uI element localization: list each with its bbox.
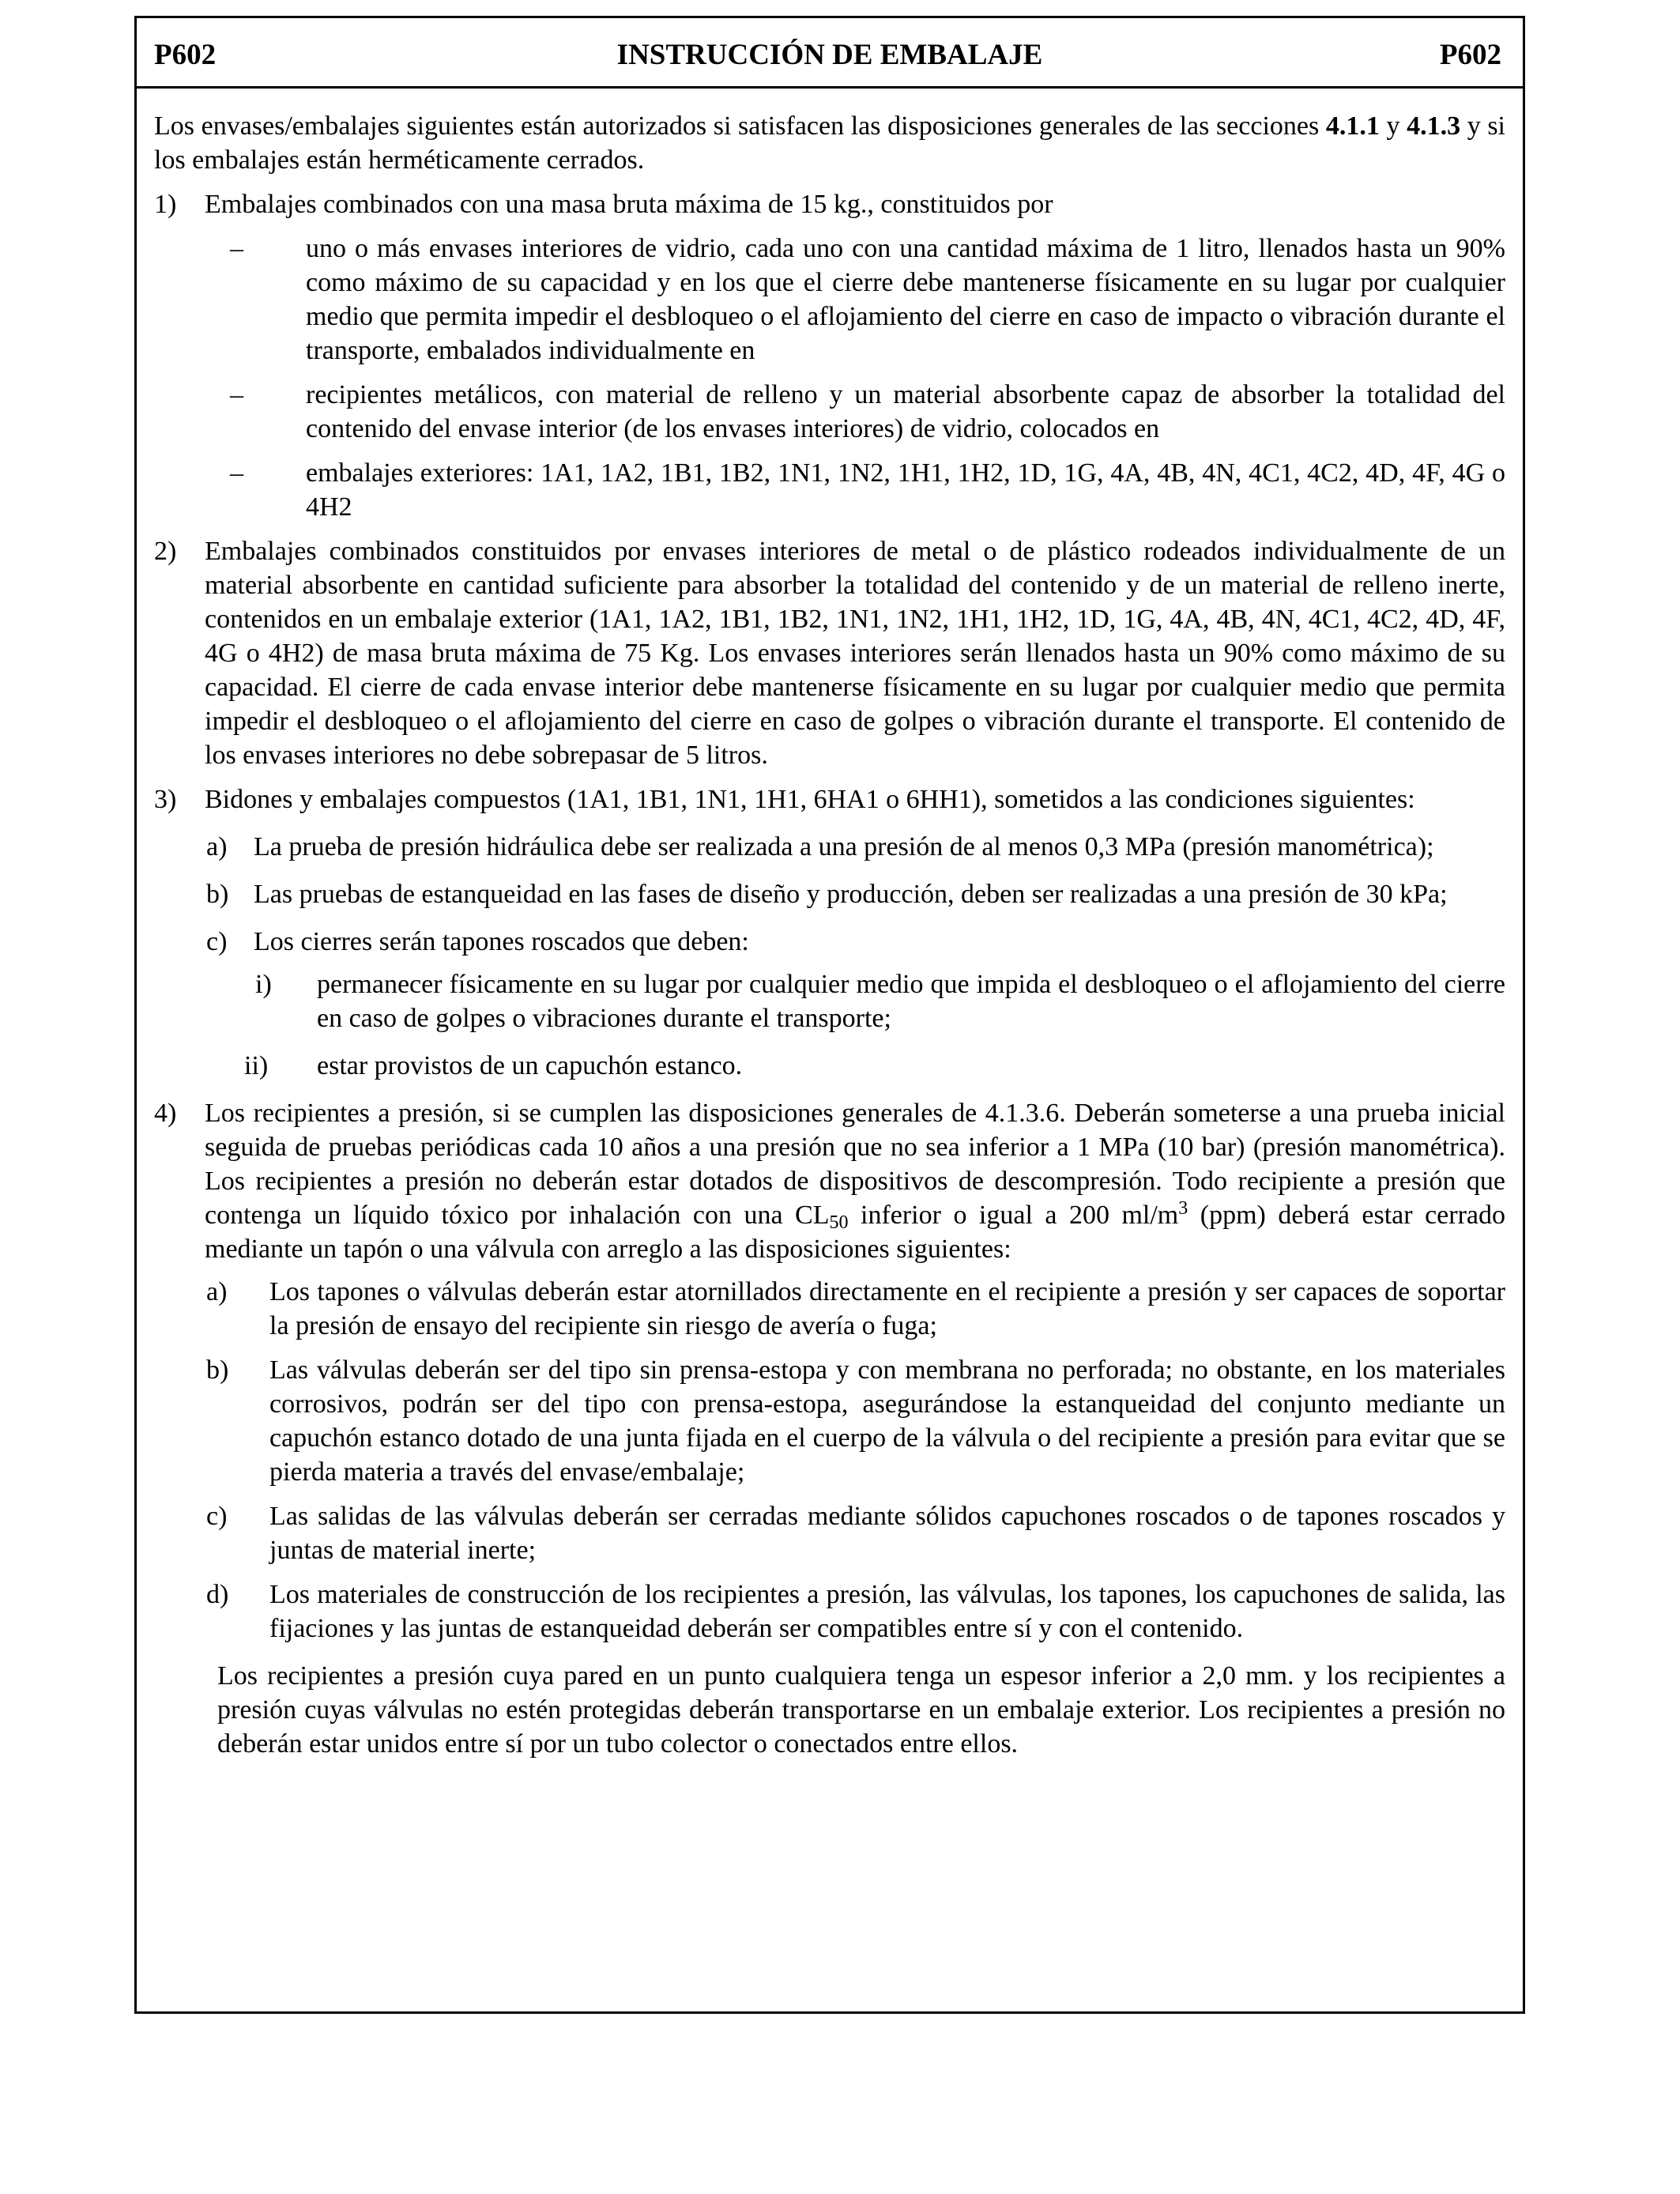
sub-item-text: La prueba de presión hidráulica debe ser realizada a una presión de al menos 0,3 MPa (presión manométrica); xyxy=(254,832,1434,861)
item-text xyxy=(205,1096,1505,1266)
roman-item-text: estar provistos de un capuchón estanco. xyxy=(317,1051,743,1080)
sub-item-b xyxy=(154,877,1505,911)
item-text-part: inferior o igual a 200 ml/m xyxy=(848,1201,1179,1230)
roman-item-i xyxy=(154,967,1505,1035)
item-text: Bidones y embalajes compuestos (1A1, 1B1, 1N1, 1H1, 6HA1 o 6HH1), sometidos a las condiciones siguientes: xyxy=(205,785,1415,814)
sub-item-text: Los materiales de construcción de los recipientes a presión, las válvulas, los tapones, los capuchones de salida, las fijaciones y las juntas de estanqueidad deberán ser compatibles entre sí y con el contenido. xyxy=(269,1580,1505,1643)
section-ref: 4.1.1 xyxy=(1325,111,1380,141)
sub-item-letter: a) xyxy=(206,1277,228,1306)
list-item-2 xyxy=(154,534,1505,772)
sub-item-letter: a) xyxy=(206,832,228,861)
instruction-code-left: P602 xyxy=(154,39,217,71)
closing-paragraph: Los recipientes a presión cuya pared en un punto cualquiera tenga un espesor inferior a 2,0 mm. y los recipientes a presión cuyas válvulas no estén protegidas deberán transportarse en un embalaje exterior. Los recipientes a presión no deberán estar unidos entre sí por un tubo colector o conectados entre ellos. xyxy=(217,1661,1505,1759)
list-item-1 xyxy=(154,187,1505,221)
item-number: 2) xyxy=(154,537,177,566)
dash-marker: – xyxy=(230,380,243,409)
table-body xyxy=(137,89,1523,1761)
sub-item-letter: c) xyxy=(206,927,228,956)
sub-item-text: Las salidas de las válvulas deberán ser cerradas mediante sólidos capuchones roscados o de tapones roscados y juntas de material inerte; xyxy=(269,1502,1505,1565)
superscript: 3 xyxy=(1178,1198,1188,1219)
sub-item-c xyxy=(154,925,1505,959)
item-number: 4) xyxy=(154,1099,177,1128)
sub-item-text: Los tapones o válvulas deberán estar atornillados directamente en el recipiente a presión y ser capaces de soportar la presión de ensayo del recipiente sin riesgo de avería o fuga; xyxy=(269,1277,1505,1340)
sub-item-letter: c) xyxy=(206,1502,228,1531)
item-text-part: (ppm) deberá estar cerrado mediante un tapón o una válvula con arreglo a las disposiciones siguientes: xyxy=(205,1201,1506,1264)
sub-item-letter: d) xyxy=(206,1580,229,1609)
sub-item-c xyxy=(154,1499,1505,1567)
intro-paragraph xyxy=(154,109,1505,177)
dash-marker: – xyxy=(230,234,243,263)
sub-item-letter: b) xyxy=(206,880,229,909)
sub-item-b xyxy=(154,1353,1505,1489)
sub-item-text: Las válvulas deberán ser del tipo sin prensa-estopa y con membrana no perforada; no obstante, en los materiales corrosivos, podrán ser del tipo con prensa-estopa, asegurándose la estanqueidad del conjunto mediante un capuchón estanco dotado de una junta fijada en el cuerpo de la válvula o del recipiente a presión para evitar que se pierda materia a través del envase/embalaje; xyxy=(269,1355,1505,1487)
dash-item xyxy=(154,456,1505,524)
table-header xyxy=(137,18,1523,89)
sub-item-text: Las pruebas de estanqueidad en las fases de diseño y producción, deben ser realizadas a una presión de 30 kPa; xyxy=(254,880,1448,909)
roman-numeral: ii) xyxy=(244,1051,269,1080)
intro-text: Los envases/embalajes siguientes están autorizados si satisfacen las disposiciones generales de las secciones xyxy=(154,111,1326,141)
dash-text: embalajes exteriores: 1A1, 1A2, 1B1, 1B2, 1N1, 1N2, 1H1, 1H2, 1D, 1G, 4A, 4B, 4N, 4C1, 4C2, 4D, 4F, 4G o 4H2 xyxy=(306,458,1505,522)
intro-text: y si los embalajes están herméticamente cerrados. xyxy=(154,111,1505,175)
dash-item xyxy=(154,378,1505,446)
sub-item-a xyxy=(154,1275,1505,1343)
roman-numeral: i) xyxy=(255,970,272,999)
item-text-part: Los recipientes a presión, si se cumplen las disposiciones generales de 4.1.3.6. Deberán someterse a una prueba inicial seguida de pruebas periódicas cada 10 años a una presión que no sea inferior a 1 MPa (10 bar) (presión manométrica). Los recipientes a presión no deberán estar dotados de dispositivos de descompresión. Todo recipiente a presión que contenga un líquido tóxico por inhalación con una CL xyxy=(205,1099,1505,1230)
sub-item-letter: b) xyxy=(206,1355,229,1385)
section-ref: 4.1.3 xyxy=(1407,111,1461,141)
sub-item-text: Los cierres serán tapones roscados que deben: xyxy=(254,927,749,956)
instruction-code-right: P602 xyxy=(1439,39,1501,71)
instruction-title: INSTRUCCIÓN DE EMBALAJE xyxy=(616,39,1043,71)
dash-text: uno o más envases interiores de vidrio, cada uno con una cantidad máxima de 1 litro, llenados hasta un 90% como máximo de su capacidad y en los que el cierre debe mantenerse físicamente en su lugar por cualquier medio que permita impedir el desbloqueo o el aflojamiento del cierre en caso de impacto o vibración durante el transporte, embalados individualmente en xyxy=(306,234,1505,365)
list-item-4 xyxy=(154,1096,1505,1266)
dash-marker: – xyxy=(230,458,243,488)
item-text: Embalajes combinados con una masa bruta máxima de 15 kg., constituidos por xyxy=(205,190,1053,219)
intro-text: y xyxy=(1379,111,1407,141)
roman-item-text: permanecer físicamente en su lugar por cualquier medio que impida el desbloqueo o el aflojamiento del cierre en caso de golpes o vibraciones durante el transporte; xyxy=(317,970,1505,1033)
sub-item-d xyxy=(154,1578,1505,1646)
list-item-3 xyxy=(154,782,1505,816)
item-number: 3) xyxy=(154,785,177,814)
item-number: 1) xyxy=(154,190,177,219)
dash-item xyxy=(154,232,1505,368)
packing-instruction-table xyxy=(134,16,1525,2014)
subscript: 50 xyxy=(829,1212,849,1233)
dash-text: recipientes metálicos, con material de relleno y un material absorbente capaz de absorber la totalidad del contenido del envase interior (de los envases interiores) de vidrio, colocados en xyxy=(306,380,1505,443)
roman-item-ii xyxy=(154,1049,1505,1083)
sub-item-a xyxy=(154,830,1505,864)
item-text: Embalajes combinados constituidos por envases interiores de metal o de plástico rodeados individualmente de un material absorbente en cantidad suficiente para absorber la totalidad del contenido y de un material de relleno inerte, contenidos en un embalaje exterior (1A1, 1A2, 1B1, 1B2, 1N1, 1N2, 1H1, 1H2, 1D, 1G, 4A, 4B, 4N, 4C1, 4C2, 4D, 4F, 4G o 4H2) de masa bruta máxima de 75 Kg. Los envases interiores serán llenados hasta un 90% como máximo de su capacidad. El cierre de cada envase interior debe mantenerse físicamente en su lugar por cualquier medio que permita impedir el desbloqueo o el aflojamiento del cierre en caso de golpes o vibración durante el transporte. El contenido de los envases interiores no debe sobrepasar de 5 litros. xyxy=(205,537,1505,770)
